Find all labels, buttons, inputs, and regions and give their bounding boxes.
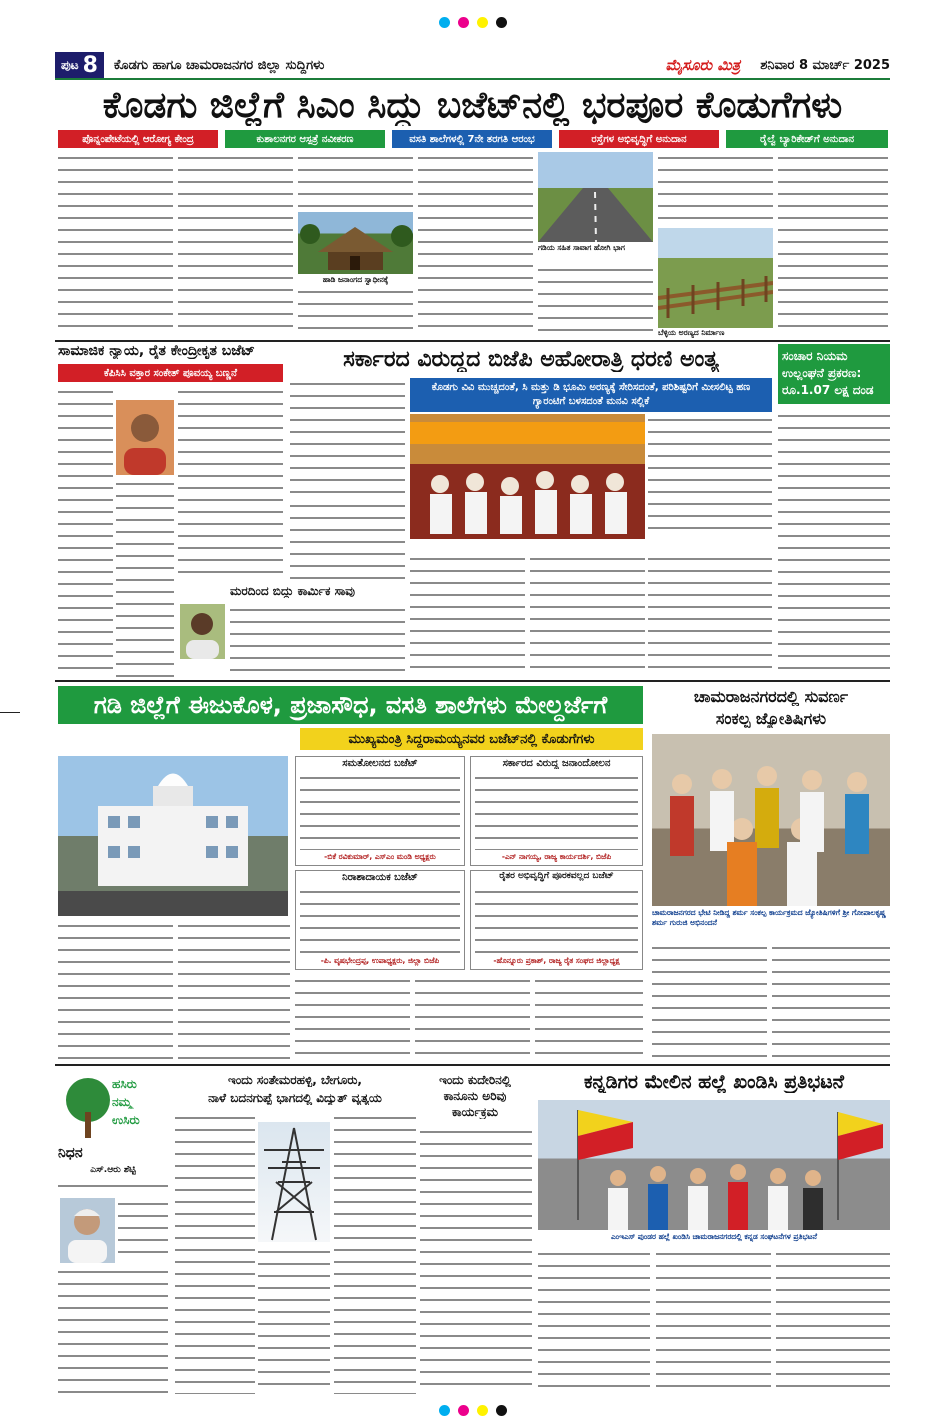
speaker-photo: [116, 400, 174, 475]
masthead: ಮೈಸೂರು ಮಿತ್ರ: [665, 56, 741, 74]
protest-movement-body: [475, 772, 638, 850]
fence-caption: ಬೆಳ್ಳಿಯ ಅರಣ್ಯದ ನಿರ್ಮಾಣ: [658, 328, 725, 337]
traffic-headline: ಸಂಚಾರ ನಿಯಮ ಉಲ್ಲಂಘನೆ ಪ್ರಕರಣ: ರೂ.1.07 ಲಕ್ಷ ದಂಡ: [782, 349, 874, 397]
hasiru-logo-text-2: ನಮ್ಮ: [112, 1096, 132, 1109]
page-header: [55, 52, 890, 80]
disappointing-budget-signoff: -ಪಿ. ವೃಷಭೇಂದ್ರಪ್ಪ, ಉಪಾಧ್ಯಕ್ಷರು, ಜಿಲ್ಲಾ ಬಿಜೆಪಿ: [320, 956, 440, 965]
protest-column-1: [290, 378, 405, 498]
protest-column-5: [530, 553, 645, 678]
road-caption: ಗಡಿಯ ಸಹಿತ ಸಾವಾಗ ಹೋಗಿ ಭಾಗ: [538, 243, 625, 252]
balanced-budget-body: [300, 772, 460, 850]
obit-title: ನಿಧನ: [58, 1146, 83, 1161]
lead-pill-4: ರಸ್ತೆಗಳ ಅಭಿವೃದ್ಧಿಗೆ ಅನುದಾನ: [559, 130, 719, 148]
balanced-budget-title: ಸಮತೋಲನದ ಬಜೆಟ್: [342, 758, 418, 769]
social-column-2: [116, 478, 174, 678]
print-registration-marks-bottom: [0, 1400, 945, 1420]
disappointing-budget-body: [300, 886, 460, 954]
divider: [55, 680, 890, 682]
page-label: ಪುಟ: [61, 57, 79, 72]
jyotishi-caption: ಚಾಮರಾಜನಗರದ ಭೇಟಿ ನೀಡಿದ್ದ ಶರ್ಮ ಸಂಕಲ್ಪ ಕಾರ್ಯಕ್ರಮದ ಜ್ಯೋತಿಷಿಗಳಿಗೆ ಶ್ರೀ ಗೋಪಾಲಕೃಷ್ಣ ಶರ್ಮ ಗುರುಜಿ ಅಭಿನಂದನೆ: [652, 908, 886, 927]
lead-column-3b: [298, 286, 413, 337]
fence-photo: [658, 228, 773, 328]
divider: [55, 340, 890, 342]
farmer-budget-body: [475, 886, 638, 954]
gadi-column-1: [58, 920, 173, 1060]
lead-column-7: [778, 152, 888, 337]
gadi-subhead: ಮುಖ್ಯಮಂತ್ರಿ ಸಿದ್ದರಾಮಯ್ಯನವರ ಬಜೆಟ್‌ನಲ್ಲಿ ಕೊಡುಗೆಗಳು: [300, 728, 643, 750]
section-title: ಕೊಡಗು ಹಾಗೂ ಚಾಮರಾಜನಗರ ಜಿಲ್ಲಾ ಸುದ್ದಿಗಳು: [113, 57, 325, 73]
obit-column-b: [58, 1266, 168, 1394]
page-number-badge: [55, 52, 104, 78]
lead-pill-5: ರೈಲ್ವೆ ಬ್ಯಾರಿಕೇಡ್‌ಗೆ ಅನುದಾನ: [726, 130, 888, 148]
jyotishi-photo: [652, 734, 890, 906]
traffic-column: [778, 410, 890, 678]
hasiru-logo-text-3: ಉಸಿರು: [112, 1114, 140, 1127]
lead-pill-2: ಕುಶಾಲನಗರ ಆಸ್ಪತ್ರೆ ನವೀಕರಣ: [225, 130, 385, 148]
kannada-protest-photo: [538, 1100, 890, 1230]
page-number: 8: [82, 52, 98, 78]
farmer-budget-signoff: -ಹೊನ್ನೂರು ಪ್ರಕಾಶ್, ರಾಜ್ಯ ರೈತ ಸಂಘದ ಜಿಲ್ಲಾಧ್ಯಕ್ಷ: [493, 956, 620, 965]
divider: [55, 1064, 890, 1066]
disappointing-budget-title: ನಿರಾಶಾದಾಯಕ ಬಜೆಟ್: [342, 872, 418, 883]
lead-column-1: [58, 152, 173, 337]
dateline: ಶನಿವಾರ 8 ಮಾರ್ಚ್ 2025: [760, 57, 890, 73]
hasiru-logo-text-1: ಹಸಿರು: [112, 1078, 137, 1091]
jyotishi-headline-2: ಸಂಕಲ್ಪ ಜ್ಯೋತಿಷಿಗಳು: [715, 710, 827, 728]
protest-movement-title: ಸರ್ಕಾರದ ವಿರುದ್ಧ ಜನಾಂದೋಲನ: [502, 758, 611, 769]
gadi-headline: ಗಡಿ ಜಿಲ್ಲೆಗೆ ಈಜುಕೊಳ, ಪ್ರಜಾಸೌಧ, ವಸತಿ ಶಾಲೆಗಳು ಮೇಲ್ದರ್ಜೆಗೆ: [58, 686, 643, 724]
social-column-3: [178, 386, 283, 581]
worker-obit-body: [230, 604, 405, 678]
social-byline: ಕೆಪಿಸಿಸಿ ವಕ್ತಾರ ಸಂಕೇತ್ ಪೂವಯ್ಯ ಬಣ್ಣನೆ: [58, 364, 283, 382]
lead-column-4: [418, 152, 533, 337]
hut-caption: ಹಾಡಿ ಜನಾಂಗದ ಸ್ವಾಧೀನಕ್ಕೆ: [322, 275, 389, 284]
jyotishi-headline-1: ಚಾಮರಾಜನಗರದಲ್ಲಿ ಸುವರ್ಣ: [693, 688, 849, 706]
protest-column-3: [648, 414, 772, 539]
kannada-column-2: [656, 1248, 771, 1394]
power-tower-photo: [258, 1122, 330, 1242]
obit-name: ಎಸ್.ಆರು ಶೆಟ್ಟಿ: [90, 1166, 136, 1175]
gadi-column-3: [295, 975, 410, 1060]
gadi-column-5: [535, 975, 643, 1060]
lead-pill-3: ವಸತಿ ಶಾಲೆಗಳಲ್ಲಿ 7ನೇ ತರಗತಿ ಆರಂಭ: [392, 130, 552, 148]
worker-photo: [180, 604, 225, 659]
worker-obit-headline: ಮರದಿಂದ ಬಿದ್ದು ಕಾರ್ಮಿಕ ಸಾವು: [230, 585, 355, 598]
print-registration-marks: [0, 12, 945, 32]
lead-column-5: [538, 264, 653, 337]
kannada-headline: ಕನ್ನಡಿಗರ ಮೇಲಿನ ಹಲ್ಲೆ ಖಂಡಿಸಿ ಪ್ರತಿಭಟನೆ: [583, 1072, 844, 1093]
hut-photo: [298, 212, 413, 274]
obit-photo: [60, 1198, 115, 1263]
power-column-2: [258, 1246, 330, 1394]
lead-column-2: [178, 152, 293, 337]
protest-movement-signoff: -ಎನ್ ನಾಗಯ್ಯ, ರಾಜ್ಯ ಕಾರ್ಯದರ್ಶಿ, ಬಿಜೆಪಿ: [501, 852, 612, 861]
power-headline-1: ಇಂದು ಸಂತೇಮರಹಳ್ಳಿ, ಬೇಗೂರು,: [228, 1074, 362, 1087]
protest-column-4: [410, 553, 525, 678]
lead-column-6: [658, 152, 773, 227]
obit-column-a: [118, 1198, 168, 1263]
power-column-3: [334, 1112, 416, 1394]
legal-column: [420, 1126, 532, 1394]
legal-headline-3: ಕಾರ್ಯಕ್ರಮ: [451, 1106, 499, 1119]
power-headline-2: ನಾಳೆ ಬದನಗುಪ್ಪೆ ಭಾಗದಲ್ಲಿ ವಿದ್ಯುತ್ ವ್ಯತ್ಯಯ: [208, 1092, 382, 1105]
legal-headline-1: ಇಂದು ಕುದೇರಿನಲ್ಲಿ: [439, 1074, 511, 1087]
gadi-column-2: [178, 920, 290, 1060]
power-column-1: [175, 1112, 255, 1394]
road-photo: [538, 152, 653, 242]
protest-photo: [410, 414, 645, 539]
lead-headline: ಕೊಡಗು ಜಿಲ್ಲೆಗೆ ಸಿಎಂ ಸಿದ್ದು ಬಜೆಟ್‌ನಲ್ಲಿ ಭರಪೂರ ಕೊಡುಗೆಗಳು: [102, 86, 843, 126]
lead-pill-1: ಪೊನ್ನಂಪೇಟೆಯಲ್ಲಿ ಆರೋಗ್ಯ ಕೇಂದ್ರ: [58, 130, 218, 148]
gadi-column-4: [415, 975, 530, 1060]
social-headline: ಸಾಮಾಜಿಕ ನ್ಯಾಯ, ರೈತ ಕೇಂದ್ರೀಕೃತ ಬಜೆಟ್: [58, 344, 255, 359]
legal-headline-2: ಕಾನೂನು ಅರಿವು: [443, 1090, 507, 1103]
farmer-budget-title: ರೈತರ ಅಭಿವೃದ್ಧಿಗೆ ಪೂರಕವಲ್ಲದ ಬಜೆಟ್: [499, 872, 614, 881]
obit-intro: [58, 1180, 168, 1195]
kannada-column-1: [538, 1248, 650, 1394]
social-column-1: [58, 386, 113, 678]
jyotishi-column-2: [772, 942, 890, 1060]
kannada-caption: ಎಂಇಎಸ್ ಪುಂಡರ ಹಲ್ಲೆ ಖಂಡಿಸಿ ಚಾಮರಾಜನಗರದಲ್ಲಿ ಕನ್ನಡ ಸಂಘಟನೆಗಳ ಪ್ರತಿಭಟನೆ: [610, 1232, 818, 1241]
crop-mark: [0, 712, 20, 713]
protest-column-2: [290, 500, 405, 581]
jyotishi-column-1: [652, 942, 767, 1060]
protest-headline: ಸರ್ಕಾರದ ವಿರುದ್ಧದ ಬಿಜೆಪಿ ಅಹೋರಾತ್ರಿ ಧರಣಿ ಅಂತ್ಯ: [343, 348, 719, 372]
protest-column-6: [648, 553, 772, 678]
balanced-budget-signoff: -ಬಿಕೆ ರವಿಕುಮಾರ್, ಎಸ್‌ಎಂ ಮಂಡಿ ಅಧ್ಯಕ್ಷರು: [324, 852, 436, 861]
protest-banner: ಕೊಡಗು ವಿವಿ ಮುಚ್ಚದಂತೆ, ಸಿ ಮತ್ತು ಡಿ ಭೂಮಿ ಅರಣ್ಯಕ್ಕೆ ಸೇರಿಸದಂತೆ, ಪರಿಶಿಷ್ಟರಿಗೆ ಮೀಸಲಿಟ್ಟ ಹಣ ಗ್ಯಾರಂಟಿಗೆ ಬಳಸದಂತೆ ಮನವಿ ಸಲ್ಲಿಕೆ: [410, 378, 772, 412]
kannada-column-3: [776, 1248, 890, 1394]
prajasoudha-photo: [58, 756, 288, 916]
